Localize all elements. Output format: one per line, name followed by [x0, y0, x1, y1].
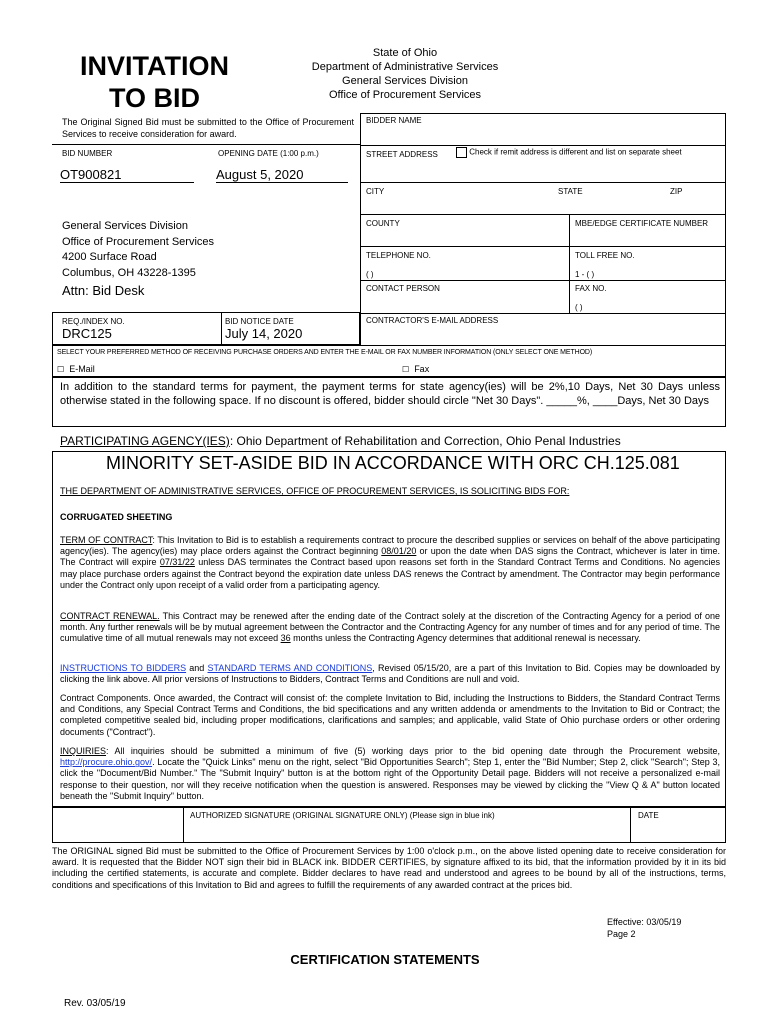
opening-date-label: OPENING DATE (1:00 p.m.)	[218, 149, 319, 158]
contact-person-label: CONTACT PERSON	[366, 284, 440, 293]
opening-date-value: August 5, 2020	[216, 167, 348, 183]
notice-value: July 14, 2020	[225, 326, 303, 341]
email-address-label: CONTRACTOR'S E-MAIL ADDRESS	[366, 316, 499, 325]
city-label: CITY	[366, 187, 385, 196]
participating-agencies: PARTICIPATING AGENCY(IES): Ohio Department of Rehabilitation and Correction, Ohio Penal Industries	[60, 434, 621, 448]
revision-date: Rev. 03/05/19	[64, 998, 126, 1009]
zip-label: ZIP	[670, 187, 683, 196]
divider	[52, 144, 360, 145]
toll-free-label: TOLL FREE NO.	[575, 251, 635, 260]
county-label: COUNTY	[366, 219, 400, 228]
procurement-website-link[interactable]: http://procure.ohio.gov/	[60, 757, 153, 768]
divider	[569, 214, 570, 314]
remit-address-checkbox[interactable]: Check if remit address is different and list on separate sheet	[456, 147, 682, 158]
signature-field[interactable]	[188, 822, 626, 840]
instructions-link[interactable]: INSTRUCTIONS TO BIDDERS	[60, 663, 187, 673]
soliciting-line: THE DEPARTMENT OF ADMINISTRATIVE SERVICES, OFFICE OF PROCUREMENT SERVICES, IS SOLICITING BIDS FOR:	[60, 486, 570, 496]
divider	[360, 182, 726, 183]
state-label: STATE	[558, 187, 583, 196]
document-title: INVITATION TO BID	[80, 51, 229, 113]
mbe-label: MBE/EDGE CERTIFICATE NUMBER	[575, 219, 709, 228]
agency-block: State of Ohio Department of Administrative Services General Services Division Office of Procurement Services	[311, 47, 499, 101]
checkbox-icon[interactable]: ☐	[57, 365, 65, 374]
street-address-label: STREET ADDRESS	[366, 150, 438, 159]
telephone-label: TELEPHONE NO.	[366, 251, 431, 260]
divider	[360, 313, 726, 314]
order-method-label: SELECT YOUR PREFERRED METHOD OF RECEIVING PURCHASE ORDERS AND ENTER THE E-MAIL OR FAX NUMBER INFORMATION (ONLY SELECT ONE METHOD)	[57, 349, 593, 356]
original-bid-note: The ORIGINAL signed Bid must be submitted to the Office of Procurement Services by 1:00 o'clock p.m., on the above listed opening date to receive consideration for award. It is requested that the Bidder NOT sign their bid in BLACK ink. BIDDER CERTIFIES, by signature affixed to its bid, that the information provided by it in its bid including the certified statements, is accurate and complete. Bidder declares to have read and understood and agrees to be bound by all of the instructions, terms, conditions and specifications of this Invitation to Bid and agrees to fulfill the requirements of any awarded contract at the prices bid.	[52, 846, 726, 890]
divider	[183, 807, 184, 843]
instructions-paragraph: INSTRUCTIONS TO BIDDERS and STANDARD TERMS AND CONDITIONS, Revised 05/15/20, are a part of this Invitation to Bid. Copies may be downloaded by clicking the link above. All prior versions of Instructions to Bidders, Contract Terms and Conditions are null and void.	[60, 663, 720, 685]
signature-label: AUTHORIZED SIGNATURE (ORIGINAL SIGNATURE ONLY) (Please sign in blue ink)	[190, 811, 495, 820]
minority-heading: MINORITY SET-ASIDE BID IN ACCORDANCE WITH ORC CH.125.081	[106, 453, 680, 473]
payment-terms-text: In addition to the standard terms for payment, the payment terms for state agency(ies) will be 2%,10 Days, Net 30 Days unless otherwise stated in the following space. If no discount is offered, bidder should circle "Net 30 Days". _____%, ____Days, Net 30 Days	[60, 381, 720, 407]
effective-block: Effective: 03/05/19 Page 2	[607, 917, 682, 939]
req-value: DRC125	[62, 326, 112, 341]
submit-note: The Original Signed Bid must be submitted to the Office of Procurement Services to receive consideration for award.	[62, 117, 354, 139]
req-label: REQ./INDEX NO.	[62, 317, 125, 326]
telephone-mask: ( )	[366, 270, 374, 279]
standard-terms-link[interactable]: STANDARD TERMS AND CONDITIONS	[207, 663, 373, 673]
checkbox-icon[interactable]: ☐	[402, 365, 410, 374]
divider	[360, 246, 726, 247]
toll-free-mask: 1 - ( )	[575, 270, 595, 279]
divider	[360, 145, 726, 146]
divider	[360, 280, 726, 281]
divider	[630, 807, 631, 843]
date-label: DATE	[638, 811, 659, 820]
term-of-contract: TERM OF CONTRACT: This Invitation to Bid is to establish a requirements contract to procure the described supplies or services on behalf of the above participating agency(ies). The agency(ies) may place orders against the Contract beginning 08/01/20 or upon the date when DAS signs the Contract, whichever is later in time. The Contract will expire 07/31/22 unless DAS terminates the Contract based upon reasons set forth in the Standard Contract Terms and Conditions. No agencies may place purchase orders against the Contract beyond the expiration date unless DAS renews the Contract by amendment. The Contractor may begin performance under the Contract only upon receipt of a valid order from a participating agency.	[60, 535, 720, 590]
fax-option[interactable]: ☐ Fax	[402, 364, 430, 374]
fax-label: FAX NO.	[575, 284, 607, 293]
attn-line: Attn: Bid Desk	[62, 283, 145, 298]
bid-number-label: BID NUMBER	[62, 149, 113, 158]
email-option[interactable]: ☐ E-Mail	[57, 364, 95, 374]
inquiries-paragraph: INQUIRIES: All inquiries should be submitted a minimum of five (5) working days prior to the bid opening date through the Procurement website, http://procure.ohio.gov/. Locate the "Quick Links" menu on the right, select "Bid Opportunities Search"; Step 1, enter the "Bid Number; Step 2, click "Search"; Step 3, click the "Document/Bid Number." The "Submit Inquiry" button is at the bottom right of the Opportunity Detail page. Bidders will not receive a personalized e-mail response to their question, nor will they receive notification when the question is answered. Responses may be viewed by clicking the "View Q & A" button located beneath the "Submit Inquiry" button.	[60, 746, 720, 801]
divider	[221, 312, 222, 345]
divider	[360, 214, 726, 215]
checkbox-icon[interactable]	[456, 147, 467, 158]
certification-heading: CERTIFICATION STATEMENTS	[290, 952, 480, 967]
item-name: CORRUGATED SHEETING	[60, 512, 173, 522]
notice-label: BID NOTICE DATE	[225, 317, 294, 326]
date-field[interactable]	[634, 822, 722, 840]
contract-renewal: CONTRACT RENEWAL. This Contract may be renewed after the ending date of the Contract solely at the discretion of the Contracting Agency for a period of one month. Any further renewals will be by mutual agreement between the Contractor and the Contracting Agency for any number of times and for any period of time. The cumulative time of all mutual renewals may not exceed 36 months unless the Contracting Agency determines that additional renewal is necessary.	[60, 611, 720, 644]
bidder-name-label: BIDDER NAME	[366, 116, 422, 125]
fax-mask: ( )	[575, 303, 583, 312]
mailing-address: General Services Division Office of Procurement Services 4200 Surface Road Columbus, OH 43228-1395	[62, 220, 215, 279]
contract-components: Contract Components. Once awarded, the Contract will consist of: the complete Invitation to Bid, including the Instructions to Bidders, the Standard Contract Terms and Conditions, any Special Contract Terms and Conditions, the bid specifications and any written addenda or amendments to the Invitation to Bid or Contract; the completed competitive sealed bid, including proper modifications, clarifications and samples; and applicable, valid State of Ohio purchase orders or other ordering documents ("Contract").	[60, 693, 720, 737]
bid-number-value: OT900821	[60, 167, 194, 183]
